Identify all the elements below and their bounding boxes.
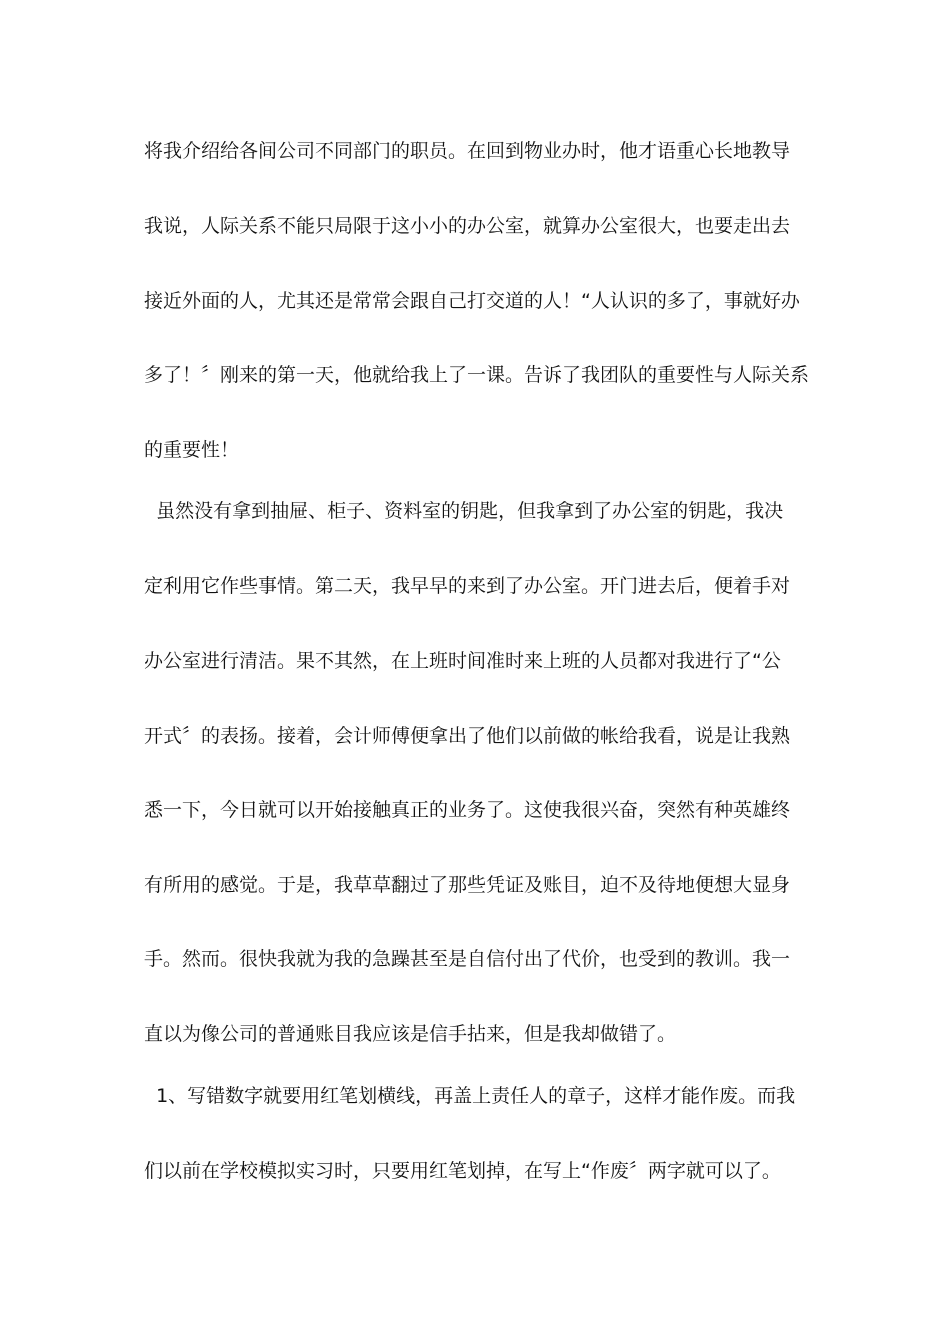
text-line: 办公室进行清洁。果不其然，在上班时间准时来上班的人员都对我进行了“公 <box>144 650 781 672</box>
text-line: 我说，人际关系不能只局限于这小小的办公室，就算办公室很大，也要走出去 <box>144 215 791 237</box>
text-line: 定利用它作些事情。第二天，我早早的来到了办公室。开门进去后，便着手对 <box>144 575 791 597</box>
text-line: 们以前在学校模拟实习时，只要用红笔划掉，在写上“作废〞两字就可以了。 <box>144 1160 781 1182</box>
text-line: 手。然而。很快我就为我的急躁甚至是自信付出了代价，也受到的教训。我一 <box>144 948 791 970</box>
text-line: 虽然没有拿到抽屉、柜子、资料室的钥匙，但我拿到了办公室的钥匙，我决 <box>144 500 784 522</box>
text-line: 多了！〞刚来的第一天，他就给我上了一课。告诉了我团队的重要性与人际关系 <box>144 364 810 386</box>
text-line: 的重要性！ <box>144 439 240 461</box>
text-line: 悉一下，今日就可以开始接触真正的业务了。这使我很兴奋，突然有种英雄终 <box>144 799 791 821</box>
text-line: 接近外面的人，尤其还是常常会跟自己打交道的人！“人认识的多了，事就好办 <box>144 290 800 312</box>
text-line: 直以为像公司的普通账目我应该是信手拈来，但是我却做错了。 <box>144 1023 677 1045</box>
text-line: 将我介绍给各间公司不同部门的职员。在回到物业办时，他才语重心长地教导 <box>144 140 791 162</box>
text-line: 开式〞的表扬。接着，会计师傅便拿出了他们以前做的帐给我看，说是让我熟 <box>144 725 791 747</box>
text-line: 1、写错数字就要用红笔划横线，再盖上责任人的章子，这样才能作废。而我 <box>144 1085 796 1107</box>
text-line: 有所用的感觉。于是，我草草翻过了那些凭证及账目，迫不及待地便想大显身 <box>144 874 791 896</box>
